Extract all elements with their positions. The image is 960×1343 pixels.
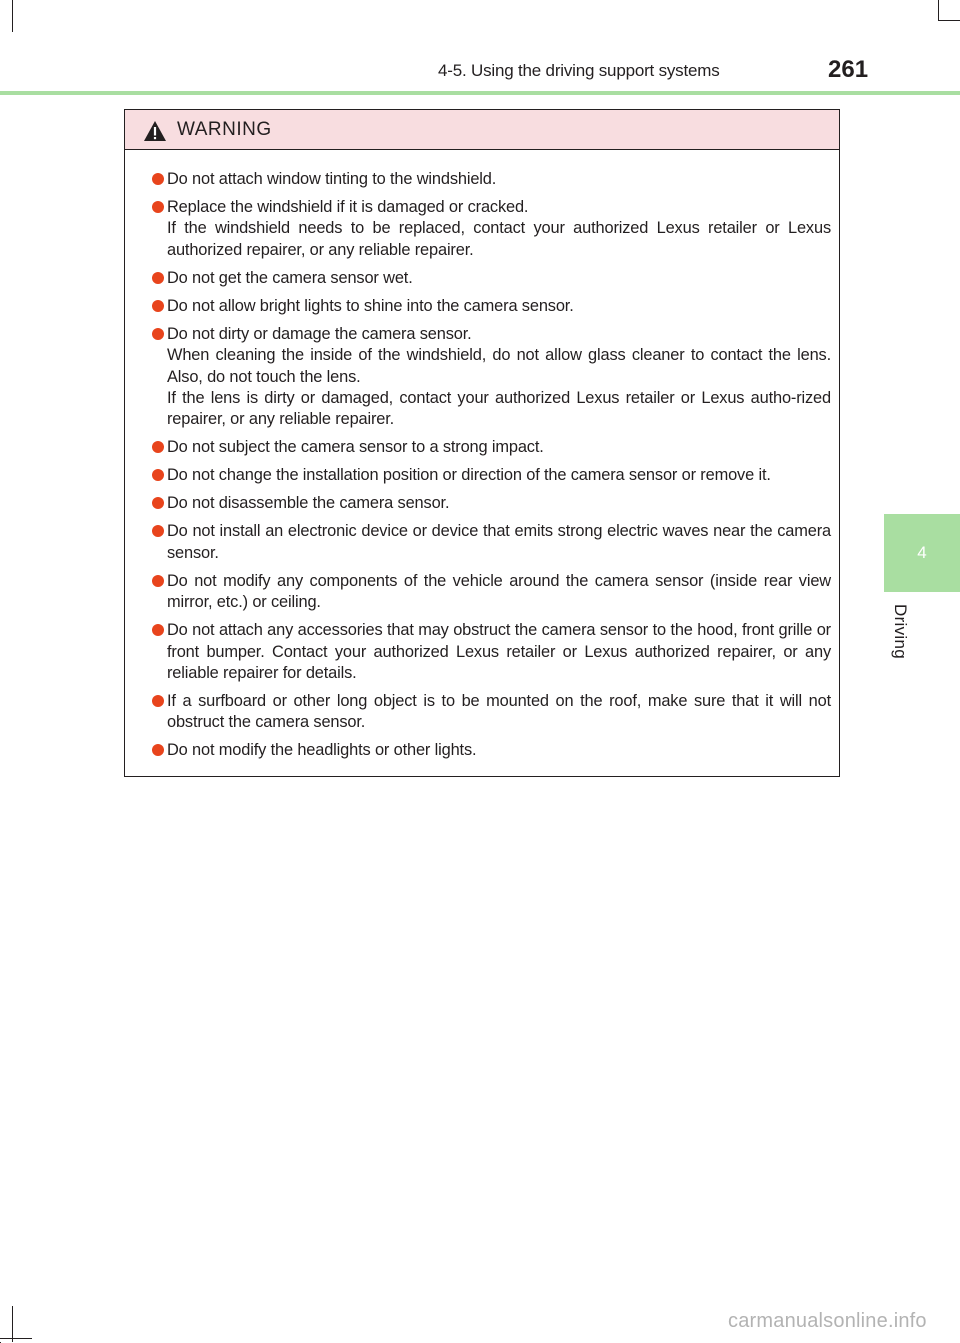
bullet-icon [152,328,164,340]
warning-item-text: Do not attach any accessories that may obstruct the camera sensor to the hood, front grille or front bumper. Contact your authorized Lexus retailer or Lexus authorized repairer, or any reliable repairer for details. [167,621,831,683]
bullet-icon [152,469,164,481]
warning-item [140,296,831,317]
warning-item-text: If a surfboard or other long object is to be mounted on the roof, make sure that it will not obstruct the camera sensor. [167,692,831,732]
warning-item [140,691,831,734]
crop-mark [0,1338,32,1339]
bullet-icon [152,695,164,707]
warning-item-text: Do not install an electronic device or device that emits strong electric waves near the camera sensor. [167,522,831,562]
header-rule [0,91,960,95]
bullet-icon [152,624,164,636]
warning-item-text: Do not dirty or damage the camera sensor. [167,324,472,343]
warning-item [140,620,831,684]
warning-label: WARNING [177,118,272,140]
warning-item [140,437,831,458]
warning-item [140,268,831,289]
warning-item-text: Do not change the installation position or direction of the camera sensor or remove it. [167,466,771,485]
warning-item-text: Do not allow bright lights to shine into the camera sensor. [167,296,574,315]
chapter-tab [884,514,960,592]
bullet-icon [152,173,164,185]
bullet-icon [152,201,164,213]
warning-item [140,493,831,514]
warning-box [124,109,840,777]
crop-mark [938,0,939,20]
bullet-icon [152,300,164,312]
warning-item [140,571,831,614]
bullet-icon [152,497,164,509]
warning-item-text: If the lens is dirty or damaged, contact your authorized Lexus retailer or Lexus autho-rized repairer, or any reliable repairer. [167,389,831,429]
chapter-name: Driving [891,604,910,660]
bullet-icon [152,744,164,756]
chapter-number: 4 [917,543,927,562]
warning-item-text: Do not attach window tinting to the windshield. [167,170,497,188]
warning-item-text: If the windshield needs to be replaced, contact your authorized Lexus retailer or Lexus authorized repairer, or any reliable repairer. [167,219,831,259]
page-number: 261 [828,56,869,83]
warning-triangle-icon [143,120,167,142]
warning-item-text: When cleaning the inside of the windshield, do not allow glass cleaner to contact the lens. Also, do not touch the lens. [167,346,831,386]
bullet-icon [152,272,164,284]
bullet-icon [152,525,164,537]
warning-item [140,521,831,564]
crop-mark [938,20,960,21]
warning-item-text: Do not subject the camera sensor to a strong impact. [167,438,544,457]
warning-item-text: Do not modify any components of the vehicle around the camera sensor (inside rear view mirror, etc.) or ceiling. [167,571,831,612]
warning-item-text: Do not disassemble the camera sensor. [167,494,450,513]
warning-item [140,740,831,761]
warning-item-text: Do not get the camera sensor wet. [167,268,413,287]
warning-item [140,169,831,190]
warning-item [140,465,831,486]
warning-item [140,324,831,431]
warning-item-text: Do not modify the headlights or other lights. [167,741,477,760]
bullet-icon [152,441,164,453]
crop-mark [12,1306,13,1342]
warning-item [140,197,831,261]
watermark: carmanualsonline.info [728,1310,927,1332]
warning-item-text: Replace the windshield if it is damaged or cracked. [167,198,529,216]
warning-list [125,150,839,762]
bullet-icon [152,575,164,587]
crop-mark [12,0,13,32]
section-title: 4-5. Using the driving support systems [438,61,720,80]
warning-header [125,110,839,150]
